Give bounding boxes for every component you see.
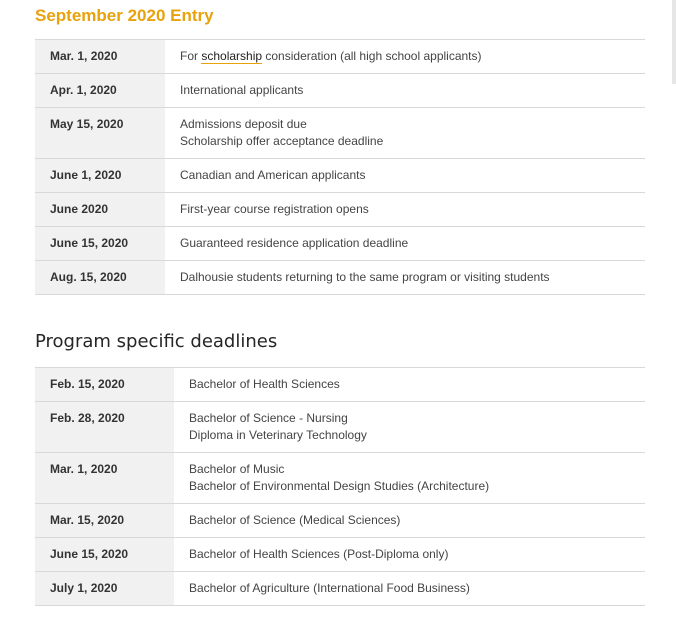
description-line: Bachelor of Health Sciences (Post-Diploma only) xyxy=(189,547,449,561)
description-line: Bachelor of Music xyxy=(189,462,285,476)
description-text: consideration (all high school applicants) xyxy=(262,49,482,63)
deadline-date: May 15, 2020 xyxy=(35,108,165,159)
deadline-date: July 1, 2020 xyxy=(35,572,174,606)
deadline-date: June 15, 2020 xyxy=(35,538,174,572)
description-line: First-year course registration opens xyxy=(180,202,369,216)
table-row xyxy=(35,504,645,538)
deadline-date: Mar. 1, 2020 xyxy=(35,40,165,74)
program-heading-wrap xyxy=(35,330,645,354)
deadline-date: Mar. 1, 2020 xyxy=(35,453,174,504)
deadlines-content xyxy=(35,0,645,606)
deadline-date: Aug. 15, 2020 xyxy=(35,261,165,295)
deadline-description xyxy=(165,227,645,261)
deadline-description xyxy=(165,159,645,193)
description-line: Bachelor of Science - Nursing xyxy=(189,411,348,425)
description-line: Admissions deposit due xyxy=(180,117,307,131)
description-line: Dalhousie students returning to the same program or visiting students xyxy=(180,270,550,284)
description-line: Scholarship offer acceptance deadline xyxy=(180,134,384,148)
program-deadlines-table xyxy=(35,367,645,606)
deadline-description xyxy=(165,74,645,108)
deadline-date: June 1, 2020 xyxy=(35,159,165,193)
table-row xyxy=(35,193,645,227)
deadline-description xyxy=(174,504,645,538)
description-line: Bachelor of Science (Medical Sciences) xyxy=(189,513,401,527)
table-row xyxy=(35,40,645,74)
entry-section-title: September 2020 Entry xyxy=(35,6,214,25)
table-row xyxy=(35,572,645,606)
deadline-description xyxy=(165,40,645,74)
deadline-date: June 15, 2020 xyxy=(35,227,165,261)
description-line: Bachelor of Environmental Design Studies (Architecture) xyxy=(189,479,490,493)
deadline-description xyxy=(174,538,645,572)
deadline-description xyxy=(165,261,645,295)
deadline-date: Feb. 28, 2020 xyxy=(35,402,174,453)
table-row xyxy=(35,227,645,261)
table-row xyxy=(35,368,645,402)
entry-deadlines-table xyxy=(35,39,645,295)
scholarship-link[interactable]: scholarship xyxy=(201,49,263,63)
deadline-description xyxy=(174,572,645,606)
table-row xyxy=(35,261,645,295)
deadline-description xyxy=(174,453,645,504)
table-row xyxy=(35,74,645,108)
description-text: For xyxy=(180,49,202,63)
description-line: Canadian and American applicants xyxy=(180,168,366,182)
scrollbar-track[interactable] xyxy=(672,0,676,84)
deadline-date: Feb. 15, 2020 xyxy=(35,368,174,402)
deadline-description xyxy=(165,193,645,227)
table-row xyxy=(35,538,645,572)
description-line: Bachelor of Agriculture (International Food Business) xyxy=(189,581,470,595)
deadline-date: Mar. 15, 2020 xyxy=(35,504,174,538)
description-line: Bachelor of Health Sciences xyxy=(189,377,340,391)
table-row xyxy=(35,108,645,159)
table-row xyxy=(35,453,645,504)
deadline-description xyxy=(174,368,645,402)
program-section-title: Program specific deadlines xyxy=(35,331,278,352)
deadline-description xyxy=(165,108,645,159)
deadline-date: June 2020 xyxy=(35,193,165,227)
description-line: Diploma in Veterinary Technology xyxy=(189,428,367,442)
deadline-description xyxy=(174,402,645,453)
description-line: Guaranteed residence application deadline xyxy=(180,236,409,250)
table-row xyxy=(35,402,645,453)
table-row xyxy=(35,159,645,193)
deadline-date: Apr. 1, 2020 xyxy=(35,74,165,108)
description-line: International applicants xyxy=(180,83,304,97)
